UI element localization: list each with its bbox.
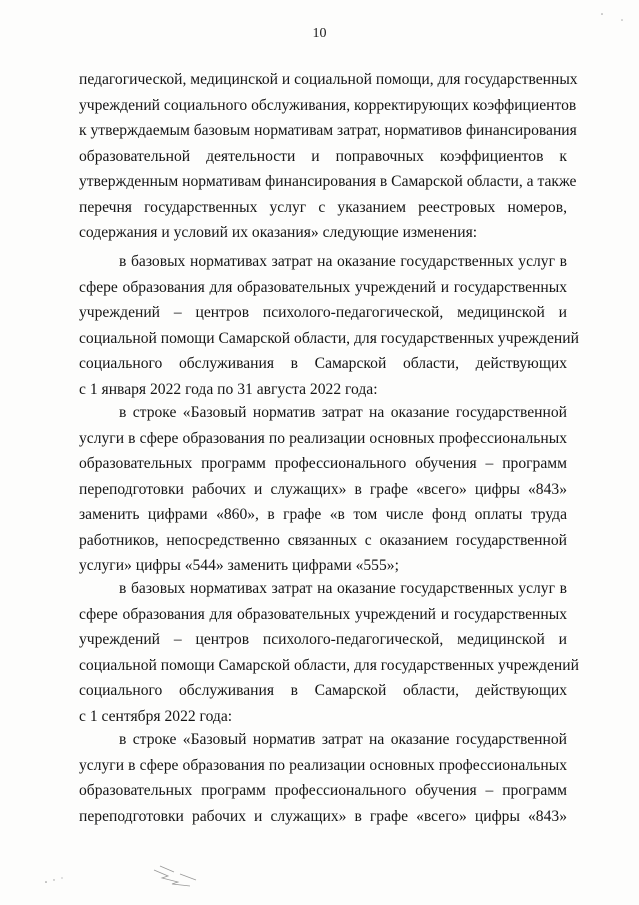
paragraph-intro-continuation <box>79 67 578 246</box>
text-line: услуги в сфере образования по реализации основных профессиональных <box>79 756 567 774</box>
scan-corner-icon <box>592 6 632 30</box>
text-line: содержания и условий их оказания» следующие изменения: <box>79 224 478 241</box>
text-line: образовательной деятельности и поправочных коэффициентов к <box>79 147 567 165</box>
text-line: услуги в сфере образования по реализации основных профессиональных <box>79 429 567 447</box>
text-line: социального обслуживания в Самарской области, действующих <box>79 682 567 699</box>
text-line: в базовых нормативах затрат на оказание государственных услуг в <box>119 580 567 597</box>
text-line: переподготовки рабочих и служащих» в графе «всего» цифры «843» <box>79 807 567 825</box>
text-line: социальной помощи Самарской области, для государственных учреждений <box>79 329 579 347</box>
text-line: социального обслуживания в Самарской области, действующих <box>79 355 567 372</box>
text-line: учреждений социального обслуживания, корректирующих коэффициентов <box>79 96 577 114</box>
text-line: к утверждаемым базовым нормативам затрат, нормативов финансирования <box>79 122 577 139</box>
page-number: 10 <box>312 26 327 41</box>
text-line: переподготовки рабочих и служащих» в графе «всего» цифры «843» <box>79 480 567 498</box>
text-line: перечня государственных услуг с указанием реестровых номеров, <box>79 198 567 216</box>
text-line: социальной помощи Самарской области, для государственных учреждений <box>79 656 579 674</box>
scan-dots-icon <box>40 870 80 890</box>
text-line: образовательных программ профессионального обучения – программ <box>79 782 567 799</box>
text-line: с 1 сентября 2022 года: <box>79 707 233 725</box>
text-line: учреждений – центров психолого-педагогической, медицинской и <box>79 631 567 648</box>
text-line: учреждений – центров психолого-педагогической, медицинской и <box>79 304 567 321</box>
text-line: в базовых нормативах затрат на оказание государственных услуг в <box>119 253 567 270</box>
text-line: с 1 января 2022 года по 31 августа 2022 года: <box>79 380 378 398</box>
text-line: сфере образования для образовательных учреждений и государственных <box>79 605 567 623</box>
paragraph-base-norms-september <box>79 576 579 729</box>
text-line: сфере образования для образовательных учреждений и государственных <box>79 278 567 296</box>
text-line: работников, непосредственно связанных с оказанием государственной <box>79 531 567 549</box>
text-line: в строке «Базовый норматив затрат на оказание государственной <box>119 731 567 748</box>
paragraph-base-norms-january <box>79 249 579 402</box>
paragraph-row-change-september <box>79 727 567 829</box>
paragraph-row-change-january <box>79 400 567 579</box>
scan-mark-icon <box>150 862 210 892</box>
text-line: педагогической, медицинской и социальной помощи, для государственных <box>79 71 578 88</box>
text-line: в строке «Базовый норматив затрат на оказание государственной <box>119 404 567 421</box>
text-line: утвержденным нормативам финансирования в Самарской области, а также <box>79 173 577 190</box>
text-line: услуги» цифры «544» заменить цифрами «555»; <box>79 557 399 574</box>
text-line: образовательных программ профессионального обучения – программ <box>79 455 567 472</box>
text-line: заменить цифрами «860», в графе «в том числе фонд оплаты труда <box>79 506 567 523</box>
